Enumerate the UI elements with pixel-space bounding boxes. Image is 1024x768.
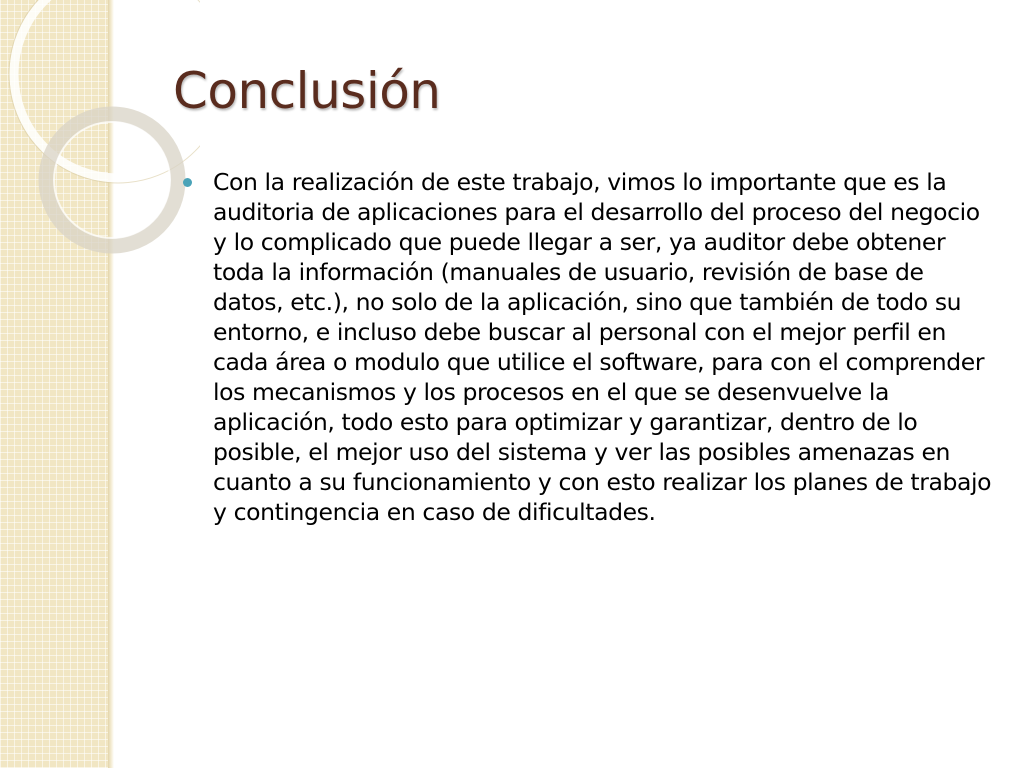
band-edge	[108, 0, 114, 768]
left-decorative-band	[0, 0, 112, 768]
slide-body	[180, 167, 995, 527]
bullet-text: Con la realización de este trabajo, vimos lo importante que es la auditoria de aplicaciones para el desarrollo del proceso del negocio y lo complicado que puede llegar a ser, ya auditor debe obtener toda la información (manuales de usuario, revisión de base de datos, etc.), no solo de la aplicación, sino que también de todo su entorno, e incluso debe buscar al personal con el mejor perfil en cada área o modulo que utilice el software, para con el comprender los mecanismos y los procesos en el que se desenvuelve la aplicación, todo esto para optimizar y garantizar, dentro de lo posible, el mejor uso del sistema y ver las posibles amenazas en cuanto a su funcionamiento y con esto realizar los planes de trabajo y contingencia en caso de dificultades.	[213, 168, 992, 526]
round-bullet-icon	[183, 178, 192, 187]
bullet-item	[180, 167, 995, 527]
slide-title: Conclusión	[173, 62, 441, 120]
